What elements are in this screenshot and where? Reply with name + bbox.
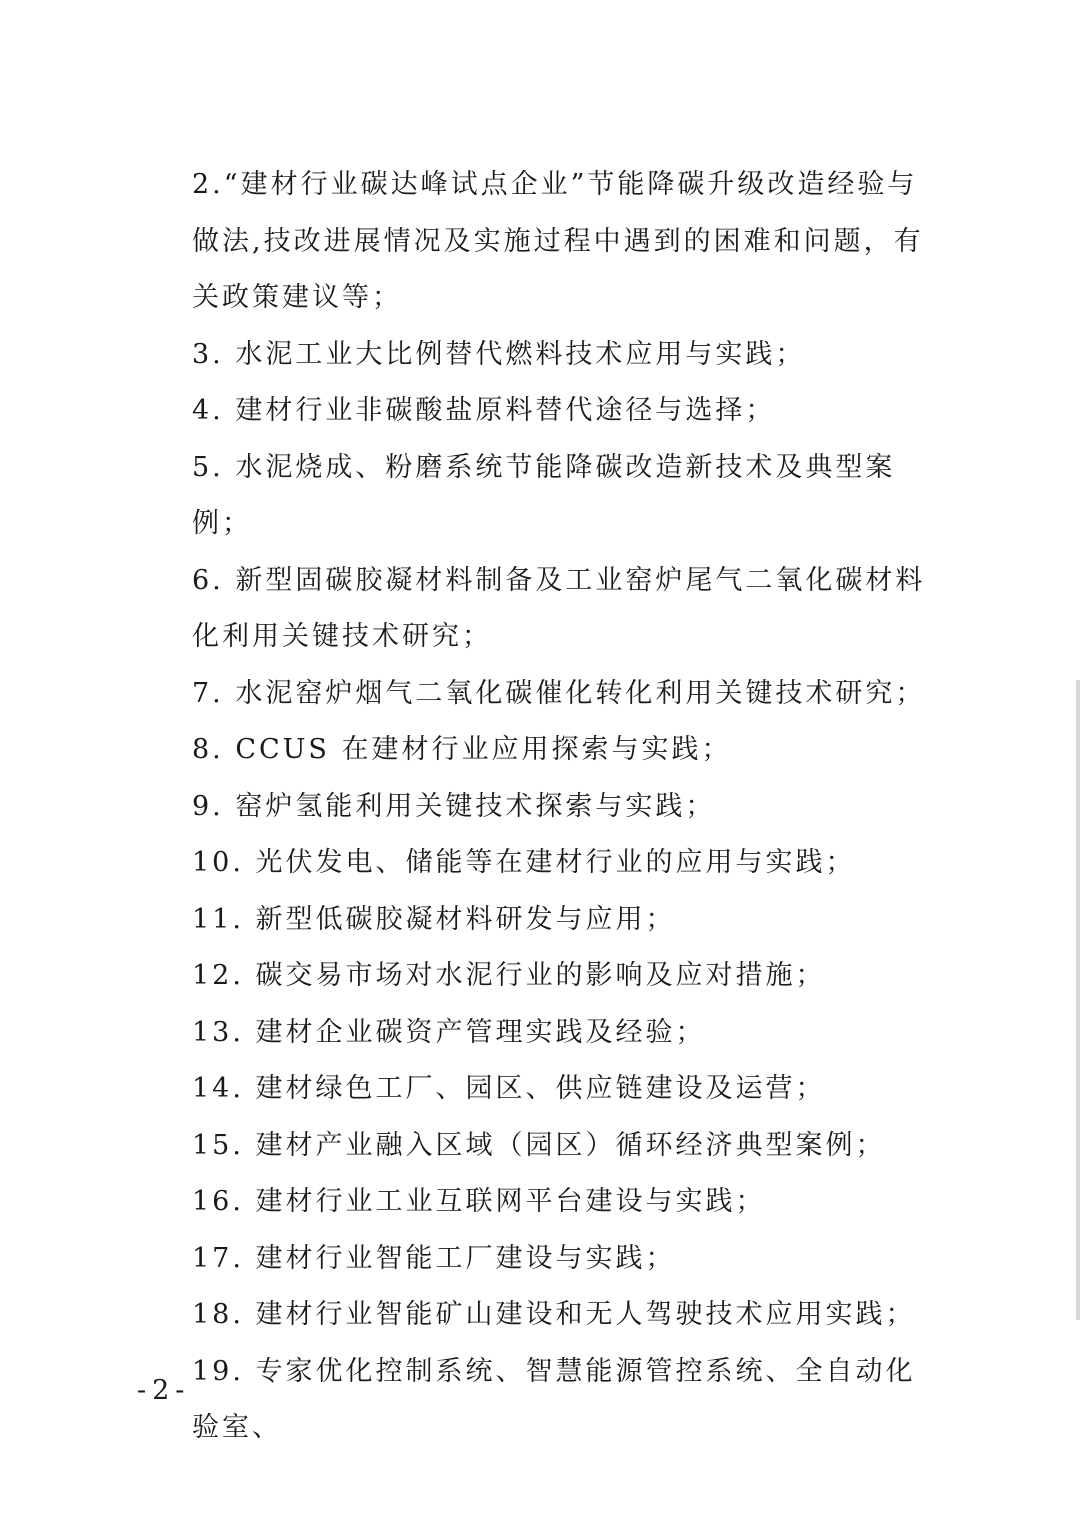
list-item: 7. 水泥窑炉烟气二氧化碳催化转化利用关键技术研究； (192, 677, 926, 709)
list-item: 5. 水泥烧成、粉磨系统节能降碳改造新技术及典型案例； (192, 451, 896, 539)
list-item: 3. 水泥工业大比例替代燃料技术应用与实践； (192, 338, 806, 370)
list-item: 6. 新型固碳胶凝材料制备及工业窑炉尾气二氧化碳材料化利用关键技术研究； (192, 564, 926, 652)
list-item: 15. 建材产业融入区域（园区）循环经济典型案例； (192, 1129, 886, 1161)
list-item: 13. 建材企业碳资产管理实践及经验； (192, 1016, 706, 1048)
list-item: 17. 建材行业智能工厂建设与实践； (192, 1242, 676, 1274)
list-item: 4. 建材行业非碳酸盐原料替代途径与选择； (192, 395, 776, 426)
list-item: 12. 碳交易市场对水泥行业的影响及应对措施； (192, 960, 826, 991)
document-body (192, 157, 937, 1457)
list-item: 16. 建材行业工业互联网平台建设与实践； (192, 1186, 766, 1217)
list-item: 11. 新型低碳胶凝材料研发与应用； (192, 903, 676, 935)
page-number: -2- (137, 1375, 191, 1406)
list-item: 10. 光伏发电、储能等在建材行业的应用与实践； (192, 847, 856, 878)
list-item: 19. 专家优化控制系统、智慧能源管控系统、全自动化验室、 (192, 1355, 916, 1443)
list-item: 8. CCUS 在建材行业应用探索与实践； (192, 734, 732, 765)
scan-edge-shadow (1076, 680, 1080, 1320)
list-item: 14. 建材绿色工厂、园区、供应链建设及运营； (192, 1073, 826, 1104)
list-item: 18. 建材行业智能矿山建设和无人驾驶技术应用实践； (192, 1299, 916, 1330)
list-item: 2.“建材行业碳达峰试点企业”节能降碳升级改造经验与做法,技改进展情况及实施过程中遇到的困难和问题，有关政策建议等； (192, 169, 924, 313)
list-item: 9. 窑炉氢能利用关键技术探索与实践； (192, 790, 716, 822)
